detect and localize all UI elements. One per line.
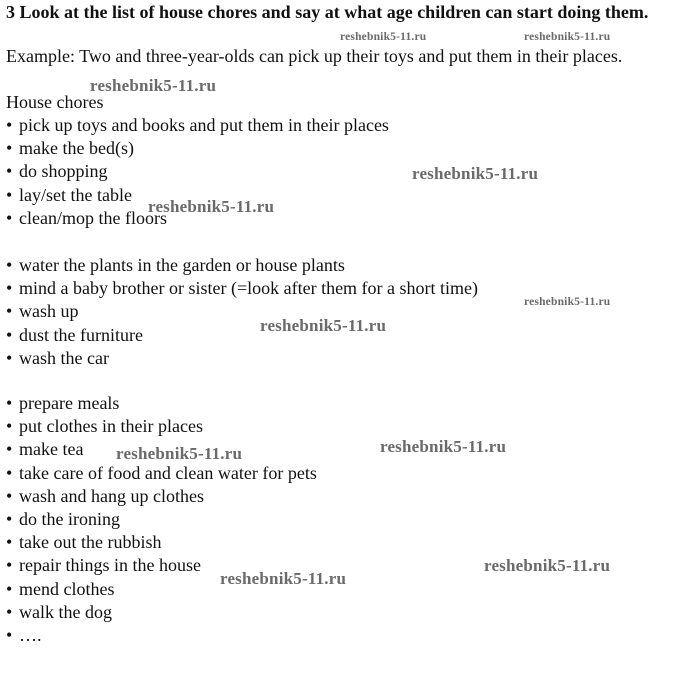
watermark: reshebnik5-11.ru [116, 444, 243, 463]
list-item [6, 392, 676, 415]
chore-text: repair things in the house [19, 555, 201, 576]
bullet-icon: • [6, 278, 13, 299]
chores-group-3 [6, 392, 676, 647]
bullet-icon: • [6, 578, 13, 599]
bullet-icon: • [6, 324, 13, 345]
bullet-icon: • [6, 485, 13, 506]
watermark: reshebnik5-11.ru [484, 556, 611, 575]
chore-text: make tea [19, 439, 84, 460]
list-item [6, 137, 676, 160]
chore-text: walk the dog [19, 601, 112, 622]
list-item [6, 624, 676, 647]
list-item [6, 347, 676, 370]
watermark: reshebnik5-11.ru [90, 76, 217, 95]
list-item [6, 114, 676, 137]
list-item [6, 415, 676, 438]
chore-text: mend clothes [19, 578, 115, 599]
bullet-icon: • [6, 393, 13, 413]
list-item [6, 184, 676, 207]
list-item [6, 485, 676, 508]
bullet-icon: • [6, 416, 13, 437]
chore-text: lay/set the table [19, 184, 132, 205]
bullet-icon: • [6, 184, 13, 205]
bullet-icon: • [6, 462, 13, 483]
chore-text: prepare meals [19, 393, 120, 413]
chore-text: water the plants in the garden or house plants [19, 255, 345, 275]
bullet-icon: • [6, 115, 13, 135]
list-item [6, 207, 676, 230]
chore-text: do the ironing [19, 508, 120, 529]
chore-text: make the bed(s) [19, 138, 134, 159]
chore-text: pick up toys and books and put them in their places [19, 115, 389, 135]
bullet-icon: • [6, 439, 13, 460]
list-item [6, 601, 676, 624]
chore-text: dust the furniture [19, 324, 143, 345]
list-item [6, 462, 676, 485]
watermark: reshebnik5-11.ru [260, 316, 387, 335]
list-item [6, 254, 676, 277]
bullet-icon: • [6, 301, 13, 322]
list-item [6, 531, 676, 554]
bullet-icon: • [6, 532, 13, 553]
watermark: reshebnik5-11.ru [148, 197, 275, 216]
bullet-icon: • [6, 207, 13, 228]
list-subheading: House chores [6, 92, 104, 112]
bullet-icon: • [6, 347, 13, 368]
bullet-icon: • [6, 624, 13, 645]
chore-text: clean/mop the floors [19, 207, 167, 228]
bullet-icon: • [6, 555, 13, 576]
chore-text: mind a baby brother or sister (=look after them for a short time) [19, 278, 479, 299]
watermark: reshebnik5-11.ru [220, 569, 347, 588]
example-sentence: Example: Two and three-year-olds can pick up their toys and put them in their places. [6, 46, 623, 66]
chore-text: take care of food and clean water for pets [19, 462, 317, 483]
chores-group-2 [6, 254, 676, 370]
watermark: reshebnik5-11.ru [380, 437, 507, 456]
watermark: reshebnik5-11.ru [524, 296, 611, 308]
chore-text: do shopping [19, 161, 108, 182]
bullet-icon: • [6, 601, 13, 622]
watermark: reshebnik5-11.ru [412, 164, 539, 183]
chore-text: wash and hang up clothes [19, 485, 204, 506]
chore-text: wash the car [19, 347, 109, 368]
chore-text: take out the rubbish [19, 532, 162, 553]
watermark: reshebnik5-11.ru [524, 31, 611, 43]
chores-group-1 [6, 114, 676, 230]
bullet-icon: • [6, 255, 13, 275]
task-heading: 3 Look at the list of house chores and say at what age children can start doing them. [6, 2, 649, 22]
list-item [6, 438, 676, 461]
list-item [6, 160, 676, 183]
list-item [6, 508, 676, 531]
watermark: reshebnik5-11.ru [340, 31, 427, 43]
chore-text: wash up [19, 301, 79, 322]
chore-text: …. [19, 624, 42, 645]
bullet-icon: • [6, 161, 13, 182]
chore-text: put clothes in their places [19, 416, 203, 437]
bullet-icon: • [6, 138, 13, 159]
bullet-icon: • [6, 508, 13, 529]
